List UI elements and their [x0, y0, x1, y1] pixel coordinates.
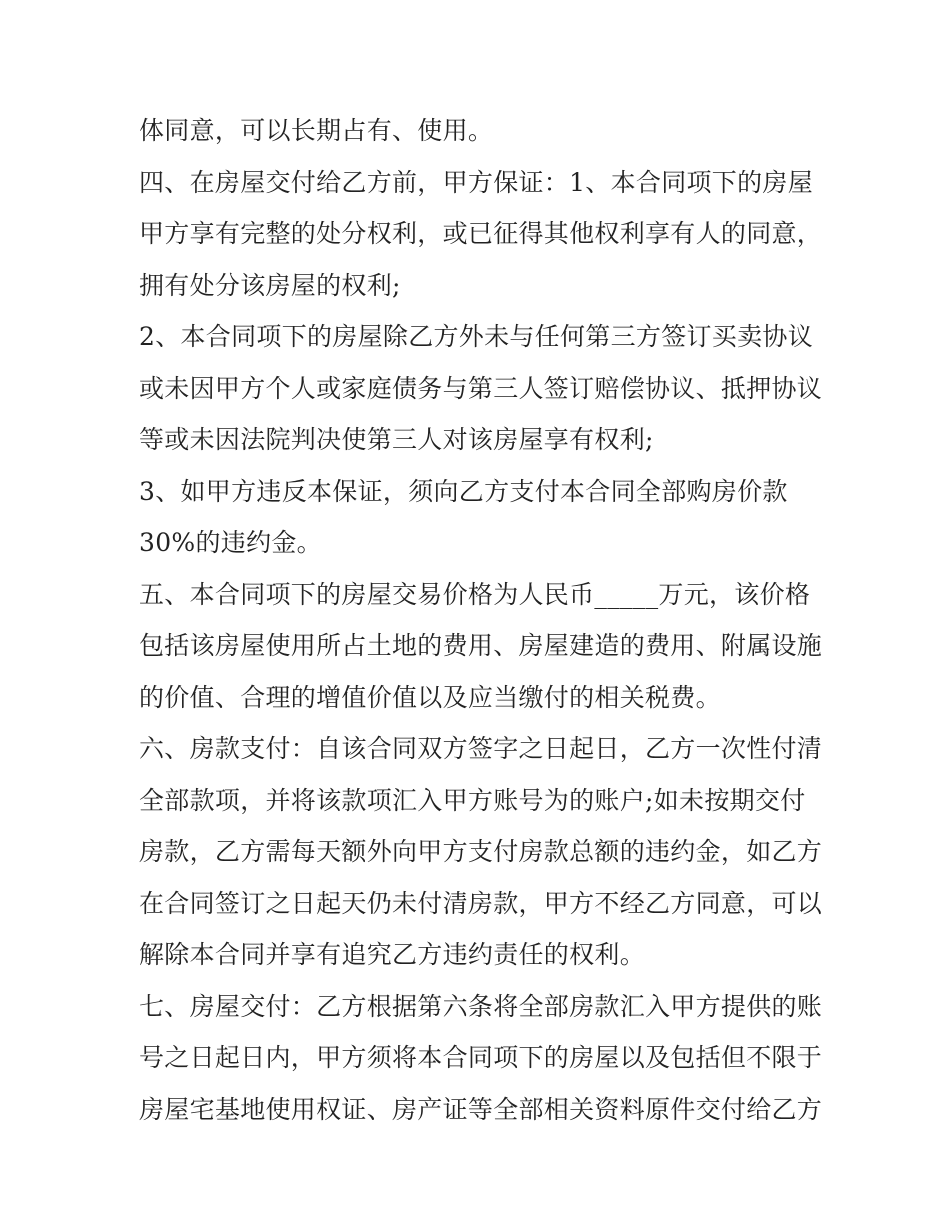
text-line: 30%的违约金。: [139, 528, 322, 557]
text-line: 在合同签订之日起天仍未付清房款，甲方不经乙方同意，可以: [139, 888, 823, 918]
text-line: 包括该房屋使用所占土地的费用、房屋建造的费用、附属设施: [139, 631, 823, 660]
text-line: 等或未因法院判决使第三人对该房屋享有权利;: [139, 425, 654, 454]
text-line: 或未因甲方个人或家庭债务与第三人签订赔偿协议、抵押协议: [139, 373, 823, 403]
clause-6-heading-line: 六、房款支付：自该合同双方签字之日起日，乙方一次性付清: [139, 734, 823, 763]
text-line: 甲方享有完整的处分权利，或已征得其他权利享有人的同意，: [139, 219, 823, 248]
text-line: 拥有处分该房屋的权利;: [139, 270, 401, 300]
text-line: 房屋宅基地使用权证、房产证等全部相关资料原件交付给乙方: [139, 1094, 823, 1124]
text-line: 2、本合同项下的房屋除乙方外未与任何第三方签订买卖协议: [139, 322, 814, 351]
clause-7-heading-line: 七、房屋交付：乙方根据第六条将全部房款汇入甲方提供的账: [139, 991, 823, 1021]
text-line: 号之日起日内，甲方须将本合同项下的房屋以及包括但不限于: [139, 1043, 823, 1072]
text-line: 的价值、合理的增值价值以及应当缴付的相关税费。: [139, 682, 721, 712]
text-line: 3、如甲方违反本保证，须向乙方支付本合同全部购房价款: [139, 476, 788, 506]
text-line: 解除本合同并享有追究乙方违约责任的权利。: [139, 940, 646, 969]
clause-4-heading-line: 四、在房屋交付给乙方前，甲方保证：1、本合同项下的房屋: [139, 167, 814, 197]
text-line: 房款，乙方需每天额外向甲方支付房款总额的违约金，如乙方: [139, 837, 823, 866]
clause-5-heading-line: 五、本合同项下的房屋交易价格为人民币_____万元，该价格: [139, 579, 811, 609]
contract-body: [139, 105, 823, 1135]
text-line: 全部款项，并将该款项汇入甲方账号为的账户;如未按期交付: [139, 785, 806, 815]
text-line: 体同意，可以长期占有、使用。: [139, 116, 494, 145]
